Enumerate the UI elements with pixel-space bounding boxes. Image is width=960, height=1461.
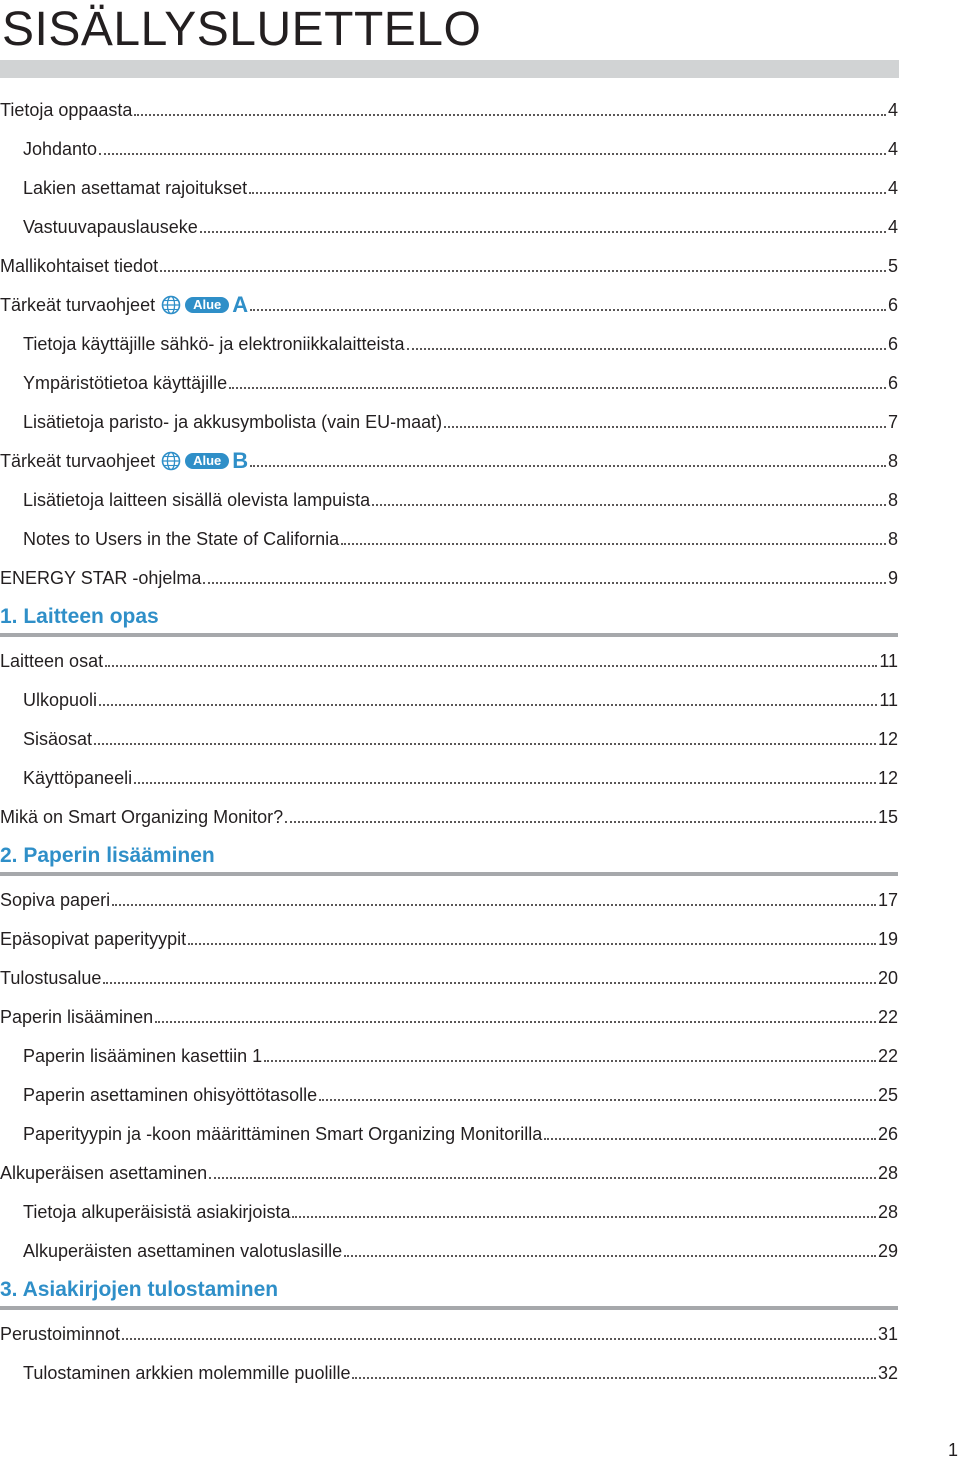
toc-entry-label [0, 966, 101, 990]
toc-page-number: 8 [887, 529, 898, 549]
toc-entry[interactable] [0, 289, 898, 319]
area-badge [161, 450, 248, 472]
toc-entry-text: Lakien asettamat rajoitukset [23, 178, 248, 198]
area-badge-letter: A [232, 292, 249, 317]
toc-entry-text: Mikä on Smart Organizing Monitor? [0, 807, 284, 827]
toc-entry[interactable] [0, 684, 898, 714]
toc-page-number: 6 [887, 295, 898, 315]
toc-entry[interactable] [0, 762, 898, 792]
toc-entry-label [0, 98, 132, 122]
toc-entry-label [23, 137, 97, 161]
toc-entry-text: Vastuuvapauslauseke [23, 217, 198, 237]
toc-page-number: 25 [877, 1085, 898, 1105]
toc-entry-label [23, 488, 370, 512]
toc-entry-text: Ympäristötietoa käyttäjille [23, 373, 228, 393]
toc-entry[interactable] [0, 1040, 898, 1070]
toc-entry-label [0, 649, 103, 673]
area-badge-text: Alue [185, 297, 229, 313]
toc-page-number: 19 [877, 929, 898, 949]
toc-dot-leader [105, 665, 877, 667]
toc-entry[interactable] [0, 801, 898, 831]
toc-entry[interactable] [0, 523, 898, 553]
toc-entry-text: Laitteen osat [0, 651, 104, 671]
toc-dot-leader [134, 782, 876, 784]
area-badge-text: Alue [185, 453, 229, 469]
toc-entry[interactable] [0, 1157, 898, 1187]
toc-page-number: 28 [877, 1202, 898, 1222]
toc-entry-text: Käyttöpaneeli [23, 768, 133, 788]
page-number: 1 [947, 1440, 958, 1460]
toc-page-number: 7 [887, 412, 898, 432]
chapter-heading: 1. Laitteen opas [0, 601, 898, 637]
toc-entry[interactable] [0, 94, 898, 124]
toc-entry-text: Epäsopivat paperityypit [0, 929, 187, 949]
toc-entry[interactable] [0, 172, 898, 202]
toc-entry-text: Tulostusalue [0, 968, 102, 988]
toc-page-number: 28 [877, 1163, 898, 1183]
title-underline-bar [0, 60, 899, 78]
toc-entry-text: Lisätietoja laitteen sisällä olevista lampuista [23, 490, 371, 510]
toc-entry-text: Tietoja oppaasta [0, 100, 133, 120]
toc-dot-leader [352, 1377, 876, 1379]
toc-page-number: 22 [877, 1007, 898, 1027]
toc-entry[interactable] [0, 1079, 898, 1109]
toc-dot-leader [99, 153, 886, 155]
toc-dot-leader [341, 543, 886, 545]
toc-dot-leader [250, 465, 886, 467]
toc-page-number: 11 [879, 651, 898, 671]
toc-dot-leader [229, 387, 886, 389]
toc-entry-text: Tärkeät turvaohjeet [0, 295, 156, 315]
toc-entry[interactable] [0, 367, 898, 397]
toc-page-number: 4 [887, 100, 898, 120]
toc-entry[interactable] [0, 484, 898, 514]
toc-page-number: 15 [877, 807, 898, 827]
globe-icon [161, 295, 187, 315]
toc-dot-leader [372, 504, 886, 506]
toc-entry-text: Tulostaminen arkkien molemmille puolille [23, 1363, 351, 1383]
toc-entry[interactable] [0, 1318, 898, 1348]
toc-entry[interactable] [0, 1118, 898, 1148]
toc-dot-leader [203, 582, 886, 584]
toc-dot-leader [103, 982, 876, 984]
toc-entry-label [0, 888, 110, 912]
toc-entry-text: ENERGY STAR -ohjelma [0, 568, 202, 588]
toc-entry-label [23, 215, 198, 239]
toc-entry[interactable] [0, 1357, 898, 1387]
globe-icon [161, 451, 187, 471]
toc-page-number: 20 [877, 968, 898, 988]
toc-entry[interactable] [0, 1196, 898, 1226]
toc-page-number: 5 [887, 256, 898, 276]
toc-entry-text: Mallikohtaiset tiedot [0, 256, 159, 276]
toc-page-number: 6 [887, 373, 898, 393]
toc-entry-label [23, 766, 132, 790]
toc-page-number: 17 [877, 890, 898, 910]
toc-dot-leader [94, 743, 876, 745]
toc-page-number: 8 [887, 490, 898, 510]
toc-page-number: 22 [877, 1046, 898, 1066]
toc-dot-leader [134, 114, 886, 116]
toc-dot-leader [319, 1099, 876, 1101]
toc-entry-label [23, 176, 247, 200]
toc-page-number: 12 [877, 768, 898, 788]
toc-page-number: 4 [887, 178, 898, 198]
page-title: SISÄLLYSLUETTELO [2, 3, 482, 56]
toc-entry[interactable] [0, 328, 898, 358]
toc-dot-leader [264, 1060, 876, 1062]
toc-entry[interactable] [0, 250, 898, 280]
toc-entry-label [0, 1005, 153, 1029]
toc-page-number: 11 [879, 690, 898, 710]
toc-entry-label [0, 805, 283, 829]
toc-entry-text: Sisäosat [23, 729, 93, 749]
toc-dot-leader [188, 943, 876, 945]
toc-entry-label [23, 1239, 342, 1263]
toc-dot-leader [250, 309, 886, 311]
toc-entry-label [23, 1361, 350, 1385]
toc-page-number: 8 [887, 451, 898, 471]
toc-entry-text: Alkuperäisen asettaminen [0, 1163, 208, 1183]
toc-dot-leader [99, 704, 877, 706]
toc-entry[interactable] [0, 211, 898, 241]
toc-page-number: 6 [887, 334, 898, 354]
toc-entry[interactable] [0, 723, 898, 753]
toc-dot-leader [160, 270, 886, 272]
toc-entry-text: Tärkeät turvaohjeet [0, 451, 156, 471]
toc-entry-label [0, 927, 186, 951]
toc-page-number: 26 [877, 1124, 898, 1144]
area-badge [161, 294, 248, 316]
toc-entry[interactable] [0, 645, 898, 675]
toc-entry-text: Notes to Users in the State of California [23, 529, 340, 549]
toc-entry[interactable] [0, 133, 898, 163]
toc-page-number: 9 [887, 568, 898, 588]
toc-entry-label [23, 1083, 317, 1107]
toc-entry[interactable] [0, 962, 898, 992]
toc-entry-label [0, 566, 201, 590]
toc-entry-text: Paperin lisääminen [0, 1007, 154, 1027]
toc-entry-label [23, 688, 97, 712]
toc-entry-label [23, 332, 405, 356]
toc-page-number: 12 [877, 729, 898, 749]
toc-entry-text: Tietoja käyttäjille sähkö- ja elektroniikkalaitteista [23, 334, 405, 354]
toc-entry[interactable] [0, 445, 898, 475]
toc-page-number: 29 [877, 1241, 898, 1261]
toc-entry-text: Paperin lisääminen kasettiin 1 [23, 1046, 263, 1066]
toc-entry-label [23, 371, 227, 395]
toc-page-number: 4 [887, 217, 898, 237]
toc-entry[interactable] [0, 1001, 898, 1031]
toc-entry-label [23, 527, 339, 551]
toc-entry-label [0, 449, 248, 473]
toc-entry-text: Alkuperäisten asettaminen valotuslasille [23, 1241, 343, 1261]
chapter-heading: 2. Paperin lisääminen [0, 840, 898, 876]
toc-dot-leader [544, 1138, 876, 1140]
toc-entry-label [23, 1044, 262, 1068]
toc-entry-label [0, 1161, 207, 1185]
toc-entry-text: Johdanto [23, 139, 98, 159]
toc-entry-label [0, 254, 158, 278]
toc-entry[interactable] [0, 562, 898, 592]
chapter-heading: 3. Asiakirjojen tulostaminen [0, 1274, 898, 1310]
toc-dot-leader [285, 821, 876, 823]
toc-entry-text: Lisätietoja paristo- ja akkusymbolista (vain EU-maat) [23, 412, 443, 432]
toc-page-number: 4 [887, 139, 898, 159]
toc-dot-leader [444, 426, 886, 428]
toc-dot-leader [407, 348, 886, 350]
toc-entry[interactable] [0, 406, 898, 436]
toc-entry-label [0, 1322, 120, 1346]
toc-entry-text: Paperin asettaminen ohisyöttötasolle [23, 1085, 318, 1105]
toc-entry-text: Perustoiminnot [0, 1324, 121, 1344]
toc-entry-label [23, 1122, 542, 1146]
toc-dot-leader [292, 1216, 876, 1218]
toc-entry-text: Ulkopuoli [23, 690, 98, 710]
toc-entry-label [23, 727, 92, 751]
toc-entry[interactable] [0, 1235, 898, 1265]
toc-page-number: 32 [877, 1363, 898, 1383]
area-badge-letter: B [232, 448, 249, 473]
toc-dot-leader [209, 1177, 876, 1179]
toc-dot-leader [344, 1255, 876, 1257]
toc-entry[interactable] [0, 884, 898, 914]
toc-dot-leader [112, 904, 876, 906]
toc-entry-text: Paperityypin ja -koon määrittäminen Smart Organizing Monitorilla [23, 1124, 543, 1144]
toc-entry-text: Sopiva paperi [0, 890, 111, 910]
toc-dot-leader [155, 1021, 876, 1023]
toc-dot-leader [122, 1338, 876, 1340]
toc-entry[interactable] [0, 923, 898, 953]
toc-entry-text: Tietoja alkuperäisistä asiakirjoista [23, 1202, 291, 1222]
toc-page-number: 31 [877, 1324, 898, 1344]
toc-dot-leader [249, 192, 886, 194]
toc-entry-label [23, 410, 442, 434]
toc-entry-label [0, 293, 248, 317]
toc-entry-label [23, 1200, 290, 1224]
toc-dot-leader [200, 231, 886, 233]
